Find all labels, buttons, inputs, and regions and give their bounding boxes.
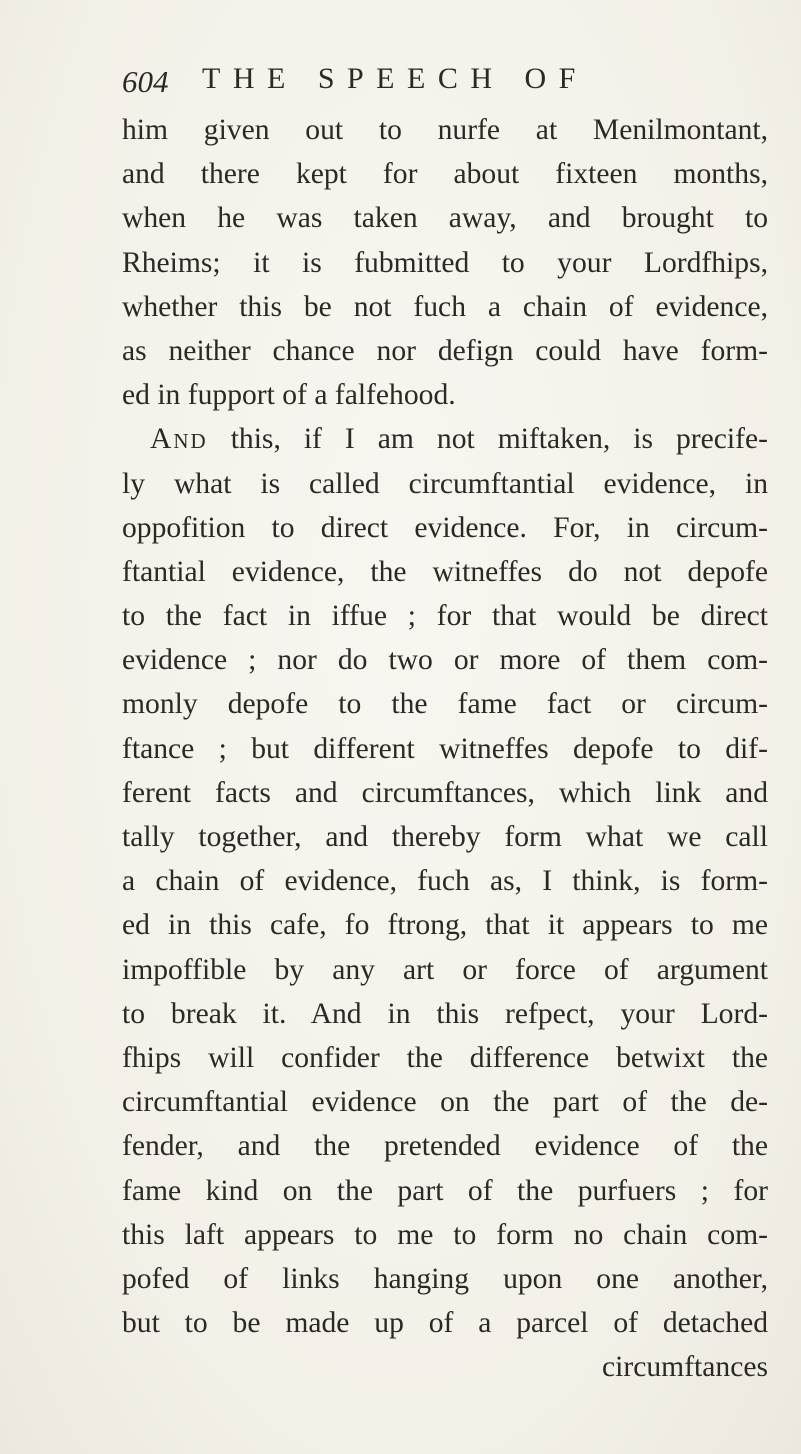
text-line: tally together, and thereby form what we call xyxy=(122,821,768,853)
text-line: to the fact in iffue ; for that would be direct xyxy=(122,600,768,633)
page-number: 604 xyxy=(122,64,169,99)
catchword: circumftances xyxy=(602,1351,768,1384)
text-line: fame kind on the part of the purfuers ; for xyxy=(122,1174,768,1207)
text-line: fender, and the pretended evidence of the xyxy=(122,1130,768,1163)
paragraph-opening-line xyxy=(122,417,768,461)
paragraph-opening-word: And xyxy=(150,423,208,456)
text-line: ed in fupport of a falfehood. xyxy=(122,379,456,412)
text-line: ftantial evidence, the witneffes do not depofe xyxy=(122,555,768,588)
text-line: but to be made up of a parcel of detached xyxy=(122,1307,768,1340)
text-line: evidence ; nor do two or more of them com- xyxy=(122,644,768,677)
text-line: monly depofe to the fame fact or circum- xyxy=(122,688,768,721)
text-line: ed in this cafe, fo ftrong, that it appears to me xyxy=(122,909,768,942)
text-line: Rheims; it is fubmitted to your Lordfhips, xyxy=(122,246,768,279)
text-line: ferent facts and circumftances, which link and xyxy=(122,776,768,809)
body-text xyxy=(122,108,768,1389)
text-line: oppofition to direct evidence. For, in circum- xyxy=(122,511,768,544)
running-head: THE SPEECH OF xyxy=(202,62,588,95)
text-line: to break it. And in this refpect, your Lord- xyxy=(122,997,768,1030)
text-line: whether this be not fuch a chain of evidence, xyxy=(122,290,768,323)
text-line: circumftantial evidence on the part of the de- xyxy=(122,1086,768,1119)
text-line: and there kept for about fixteen months, xyxy=(122,158,768,191)
text-line: fhips will confider the difference betwixt the xyxy=(122,1041,768,1074)
text-line: ly what is called circumftantial evidence, in xyxy=(122,467,768,500)
text-line: when he was taken away, and brought to xyxy=(122,202,768,235)
paragraph-opening-rest: this, if I am not miftaken, is precife- xyxy=(207,423,768,456)
text-line: pofed of links hanging upon one another, xyxy=(122,1262,768,1295)
text-line: this laft appears to me to form no chain com- xyxy=(122,1218,768,1251)
text-line: ftance ; but different witneffes depofe to dif- xyxy=(122,732,768,765)
text-line: as neither chance nor defign could have form- xyxy=(122,334,768,367)
text-line: him given out to nurfe at Menilmontant, xyxy=(122,114,768,146)
text-line: a chain of evidence, fuch as, I think, is form- xyxy=(122,865,768,898)
text-line: impoffible by any art or force of argument xyxy=(122,953,768,986)
page-header xyxy=(122,62,722,102)
